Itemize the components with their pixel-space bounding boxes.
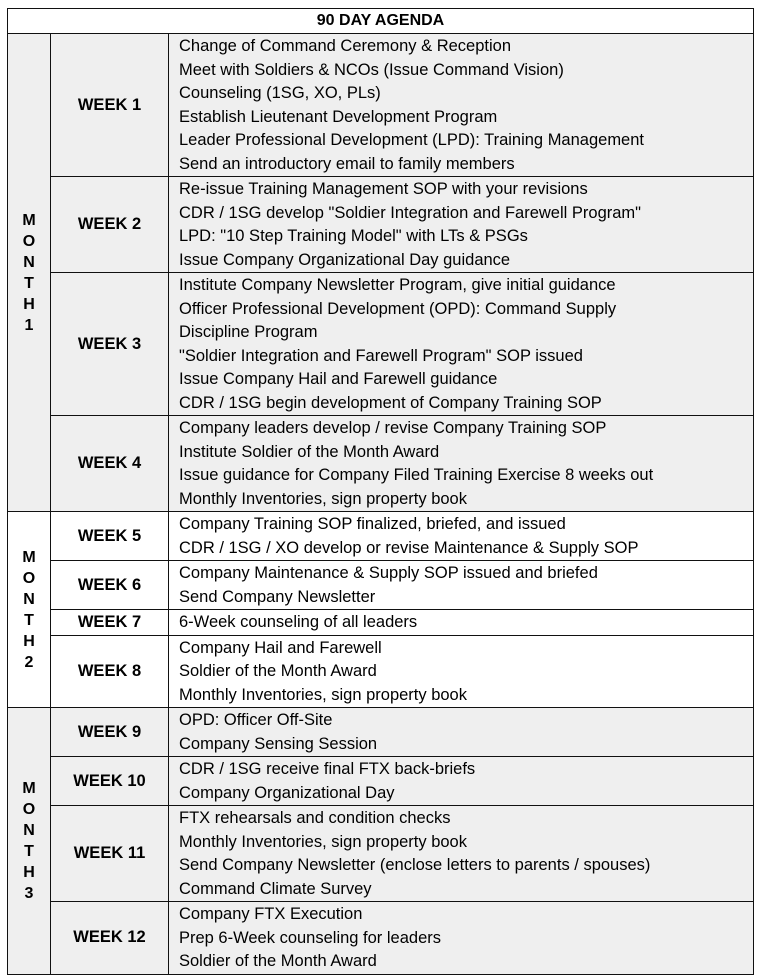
week-items (169, 416, 754, 512)
week-label: WEEK 11 (51, 806, 169, 902)
agenda-item: Send Company Newsletter (enclose letters to parents / spouses) (179, 856, 651, 874)
agenda-item: Command Climate Survey (179, 879, 372, 898)
week-label: WEEK 12 (51, 902, 169, 975)
week-label: WEEK 9 (51, 708, 169, 757)
agenda-item: Officer Professional Development (OPD): Command Supply (179, 299, 617, 318)
agenda-item: CDR / 1SG develop "Soldier Integration and Farewell Program" (179, 203, 642, 222)
week-label: WEEK 10 (51, 757, 169, 806)
agenda-item: Issue Company Organizational Day guidance (179, 250, 511, 269)
agenda-item: Company Organizational Day (179, 783, 395, 802)
agenda-item: Company leaders develop / revise Company Training SOP (179, 419, 607, 437)
week-items (169, 635, 754, 708)
week-row (8, 273, 754, 416)
agenda-item: CDR / 1SG receive final FTX back-briefs (179, 760, 476, 778)
week-label: WEEK 7 (51, 610, 169, 636)
agenda-item: Soldier of the Month Award (179, 952, 377, 970)
agenda-item: Company Hail and Farewell (179, 638, 382, 657)
week-row (8, 757, 754, 806)
agenda-item: Meet with Soldiers & NCOs (Issue Command Vision) (179, 60, 564, 79)
week-items (169, 512, 754, 561)
agenda-item: 6-Week counseling of all leaders (179, 613, 418, 631)
week-row (8, 512, 754, 561)
month-label: M O N T H 1 (8, 34, 51, 512)
week-label: WEEK 2 (51, 177, 169, 273)
agenda-item: Send an introductory email to family members (179, 154, 515, 173)
agenda-item: Issue Company Hail and Farewell guidance (179, 370, 498, 388)
week-row (8, 561, 754, 610)
agenda-title: 90 DAY AGENDA (8, 9, 754, 34)
week-label: WEEK 6 (51, 561, 169, 610)
agenda-item: Establish Lieutenant Development Program (179, 107, 498, 126)
agenda-item: OPD: Officer Off-Site (179, 711, 333, 729)
month-label: M O N T H 3 (8, 708, 51, 975)
agenda-item: Send Company Newsletter (179, 587, 376, 606)
agenda-item: Counseling (1SG, XO, PLs) (179, 84, 381, 102)
week-items (169, 806, 754, 902)
agenda-item: FTX rehearsals and condition checks (179, 809, 451, 827)
week-items (169, 561, 754, 610)
agenda-item: Prep 6-Week counseling for leaders (179, 928, 442, 947)
week-row (8, 902, 754, 975)
week-row (8, 34, 754, 177)
week-items (169, 757, 754, 806)
agenda-item: LPD: "10 Step Training Model" with LTs & PSGs (179, 227, 528, 245)
month-label: M O N T H 2 (8, 512, 51, 708)
week-row (8, 806, 754, 902)
week-items (169, 708, 754, 757)
agenda-item: "Soldier Integration and Farewell Program" SOP issued (179, 346, 583, 365)
week-items (169, 177, 754, 273)
agenda-item: Re-issue Training Management SOP with your revisions (179, 180, 588, 198)
week-row (8, 177, 754, 273)
agenda-item: Leader Professional Development (LPD): Training Management (179, 131, 644, 149)
agenda-table (7, 8, 754, 975)
week-row (8, 610, 754, 636)
agenda-item: Institute Company Newsletter Program, give initial guidance (179, 276, 616, 294)
week-label: WEEK 4 (51, 416, 169, 512)
week-items (169, 902, 754, 975)
week-label: WEEK 1 (51, 34, 169, 177)
agenda-item: Monthly Inventories, sign property book (179, 685, 467, 704)
agenda-item: Company Sensing Session (179, 734, 378, 753)
agenda-item: Company FTX Execution (179, 905, 363, 923)
agenda-item: Discipline Program (179, 323, 318, 341)
agenda-item: Soldier of the Month Award (179, 662, 377, 680)
agenda-item: CDR / 1SG / XO develop or revise Maintenance & Supply SOP (179, 538, 639, 557)
agenda-item: Company Training SOP finalized, briefed, and issued (179, 515, 566, 533)
week-label: WEEK 3 (51, 273, 169, 416)
agenda-item: CDR / 1SG begin development of Company Training SOP (179, 393, 602, 412)
week-label: WEEK 5 (51, 512, 169, 561)
agenda-item: Institute Soldier of the Month Award (179, 442, 440, 461)
week-row (8, 635, 754, 708)
agenda-item: Company Maintenance & Supply SOP issued and briefed (179, 564, 598, 582)
agenda-item: Monthly Inventories, sign property book (179, 832, 467, 851)
week-items (169, 273, 754, 416)
week-items (169, 34, 754, 177)
week-row (8, 416, 754, 512)
week-items (169, 610, 754, 636)
agenda-item: Monthly Inventories, sign property book (179, 489, 467, 508)
week-label: WEEK 8 (51, 635, 169, 708)
agenda-item: Change of Command Ceremony & Reception (179, 37, 512, 55)
agenda-item: Issue guidance for Company Filed Training Exercise 8 weeks out (179, 466, 654, 484)
week-row (8, 708, 754, 757)
